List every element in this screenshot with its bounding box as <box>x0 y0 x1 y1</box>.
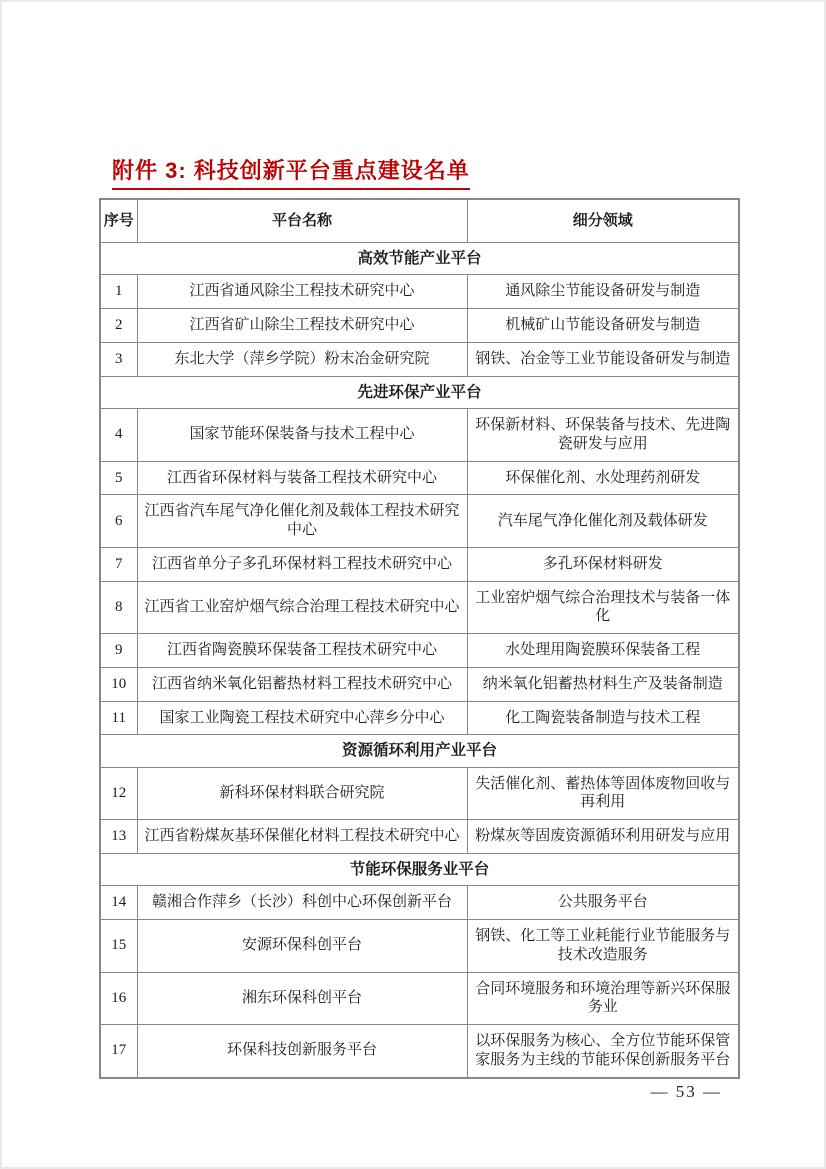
table-row <box>100 820 739 854</box>
platform-name-cell: 东北大学（萍乡学院）粉末冶金研究院 <box>137 342 467 376</box>
table-header-row <box>100 199 739 243</box>
platform-name-cell: 国家工业陶瓷工程技术研究中心萍乡分中心 <box>137 701 467 735</box>
row-index-cell: 10 <box>100 667 137 701</box>
table-row <box>100 634 739 668</box>
platform-name-cell: 环保科技创新服务平台 <box>137 1025 467 1078</box>
platform-name-cell: 江西省纳米氧化铝蓄热材料工程技术研究中心 <box>137 667 467 701</box>
section-title: 先进环保产业平台 <box>100 376 739 408</box>
section-header-row <box>100 853 739 885</box>
field-cell: 钢铁、冶金等工业节能设备研发与制造 <box>467 342 739 376</box>
platform-name-cell: 江西省环保材料与装备工程技术研究中心 <box>137 461 467 495</box>
table-row <box>100 972 739 1025</box>
table-row <box>100 547 739 581</box>
field-cell: 环保催化剂、水处理药剂研发 <box>467 461 739 495</box>
row-index-cell: 4 <box>100 409 137 462</box>
platform-name-cell: 江西省矿山除尘工程技术研究中心 <box>137 309 467 343</box>
row-index-cell: 3 <box>100 342 137 376</box>
row-index-cell: 12 <box>100 767 137 820</box>
field-cell: 合同环境服务和环境治理等新兴环保服务业 <box>467 972 739 1025</box>
row-index-cell: 17 <box>100 1025 137 1078</box>
table-row <box>100 581 739 634</box>
table-row <box>100 409 739 462</box>
field-cell: 环保新材料、环保装备与技术、先进陶瓷研发与应用 <box>467 409 739 462</box>
column-header-platform-name: 平台名称 <box>137 199 467 243</box>
table-row <box>100 495 739 548</box>
section-title: 资源循环利用产业平台 <box>100 735 739 767</box>
table-body <box>100 243 739 1078</box>
platform-name-cell: 江西省粉煤灰基环保催化材料工程技术研究中心 <box>137 820 467 854</box>
table-row <box>100 1025 739 1078</box>
column-header-field: 细分领域 <box>467 199 739 243</box>
row-index-cell: 9 <box>100 634 137 668</box>
row-index-cell: 5 <box>100 461 137 495</box>
table-row <box>100 920 739 973</box>
field-cell: 机械矿山节能设备研发与制造 <box>467 309 739 343</box>
platform-name-cell: 江西省通风除尘工程技术研究中心 <box>137 275 467 309</box>
section-header-row <box>100 243 739 275</box>
attachment-title: 附件 3: 科技创新平台重点建设名单 <box>112 154 470 190</box>
field-cell: 水处理用陶瓷膜环保装备工程 <box>467 634 739 668</box>
field-cell: 钢铁、化工等工业耗能行业节能服务与技术改造服务 <box>467 920 739 973</box>
section-title: 节能环保服务业平台 <box>100 853 739 885</box>
page-number: — 53 — <box>650 1082 722 1101</box>
field-cell: 纳米氧化铝蓄热材料生产及装备制造 <box>467 667 739 701</box>
platform-name-cell: 江西省陶瓷膜环保装备工程技术研究中心 <box>137 634 467 668</box>
platform-name-cell: 新科环保材料联合研究院 <box>137 767 467 820</box>
row-index-cell: 15 <box>100 920 137 973</box>
field-cell: 通风除尘节能设备研发与制造 <box>467 275 739 309</box>
row-index-cell: 2 <box>100 309 137 343</box>
field-cell: 汽车尾气净化催化剂及载体研发 <box>467 495 739 548</box>
row-index-cell: 13 <box>100 820 137 854</box>
field-cell: 公共服务平台 <box>467 886 739 920</box>
field-cell: 粉煤灰等固废资源循环利用研发与应用 <box>467 820 739 854</box>
platform-name-cell: 国家节能环保装备与技术工程中心 <box>137 409 467 462</box>
table-row <box>100 886 739 920</box>
table-row <box>100 275 739 309</box>
field-cell: 多孔环保材料研发 <box>467 547 739 581</box>
field-cell: 化工陶瓷装备制造与技术工程 <box>467 701 739 735</box>
table-row <box>100 701 739 735</box>
platform-name-cell: 江西省工业窑炉烟气综合治理工程技术研究中心 <box>137 581 467 634</box>
table-row <box>100 309 739 343</box>
field-cell: 以环保服务为核心、全方位节能环保管家服务为主线的节能环保创新服务平台 <box>467 1025 739 1078</box>
field-cell: 工业窑炉烟气综合治理技术与装备一体化 <box>467 581 739 634</box>
row-index-cell: 11 <box>100 701 137 735</box>
platform-name-cell: 江西省汽车尾气净化催化剂及载体工程技术研究中心 <box>137 495 467 548</box>
platform-name-cell: 赣湘合作萍乡（长沙）科创中心环保创新平台 <box>137 886 467 920</box>
row-index-cell: 8 <box>100 581 137 634</box>
table-row <box>100 767 739 820</box>
row-index-cell: 16 <box>100 972 137 1025</box>
platform-table <box>99 198 740 1079</box>
platform-name-cell: 湘东环保科创平台 <box>137 972 467 1025</box>
section-header-row <box>100 735 739 767</box>
field-cell: 失活催化剂、蓄热体等固体废物回收与再利用 <box>467 767 739 820</box>
table-row <box>100 667 739 701</box>
platform-name-cell: 江西省单分子多孔环保材料工程技术研究中心 <box>137 547 467 581</box>
section-title: 高效节能产业平台 <box>100 243 739 275</box>
row-index-cell: 14 <box>100 886 137 920</box>
row-index-cell: 7 <box>100 547 137 581</box>
section-header-row <box>100 376 739 408</box>
table-row <box>100 461 739 495</box>
column-header-index: 序号 <box>100 199 137 243</box>
platform-name-cell: 安源环保科创平台 <box>137 920 467 973</box>
row-index-cell: 6 <box>100 495 137 548</box>
row-index-cell: 1 <box>100 275 137 309</box>
table-row <box>100 342 739 376</box>
